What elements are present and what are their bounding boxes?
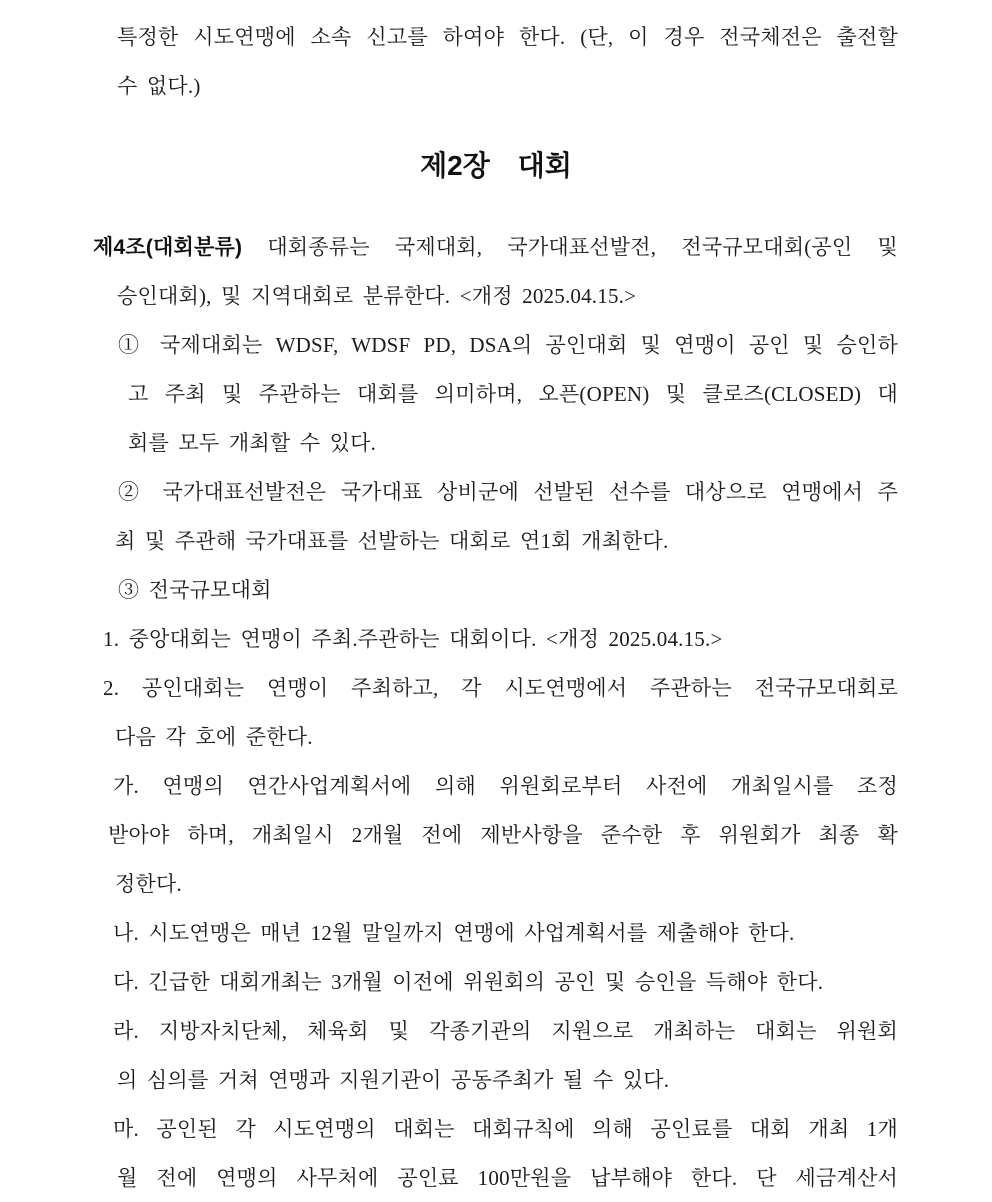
article-4-title: 제4조(대회분류) — [93, 236, 243, 259]
text-line: 특정한 시도연맹에 소속 신고를 하여야 한다. (단, 이 경우 전국체전은 출전할 — [117, 25, 898, 49]
chapter-heading: 제2장 대회 — [420, 150, 572, 181]
text-line: 승인대회), 및 지역대회로 분류한다. <개정 2025.04.15.> — [117, 284, 637, 308]
subitem-ga-line: 가. 연맹의 연간사업계획서에 의해 위원회로부터 사전에 개최일시를 조정 — [113, 774, 898, 798]
clause-1-line: 회를 모두 개최할 수 있다. — [128, 431, 377, 455]
subitem-ga-line: 받아야 하며, 개최일시 2개월 전에 제반사항을 준수한 후 위원회가 최종 확 — [108, 823, 898, 847]
clause-2-line: ② 국가대표선발전은 국가대표 상비군에 선발된 선수를 대상으로 연맹에서 주 — [118, 480, 898, 504]
subitem-ra-line: 라. 지방자치단체, 체육회 및 각종기관의 지원으로 개최하는 대회는 위원회 — [113, 1019, 898, 1043]
clause-1-line: ① 국제대회는 WDSF, WDSF PD, DSA의 공인대회 및 연맹이 공인 및 승인하 — [118, 333, 898, 357]
article-4-text: 대회종류는 국제대회, 국가대표선발전, 전국규모대회(공인 및 — [267, 235, 898, 259]
item-1-line: 1. 중앙대회는 연맹이 주최.주관하는 대회이다. <개정 2025.04.15.> — [103, 627, 723, 651]
item-2-line: 2. 공인대회는 연맹이 주최하고, 각 시도연맹에서 주관하는 전국규모대회로 — [103, 676, 898, 700]
subitem-ma-line: 마. 공인된 각 시도연맹의 대회는 대회규칙에 의해 공인료를 대회 개최 1개 — [113, 1117, 898, 1141]
subitem-ra-line: 의 심의를 거쳐 연맹과 지원기관이 공동주최가 될 수 있다. — [117, 1068, 670, 1092]
subitem-ga-line: 정한다. — [115, 872, 182, 896]
subitem-da-line: 다. 긴급한 대회개최는 3개월 이전에 위원회의 공인 및 승인을 득해야 한다. — [113, 970, 824, 994]
article-4-opening-line — [93, 223, 898, 272]
clause-3-line: ③ 전국규모대회 — [118, 578, 272, 602]
item-2-line: 다음 각 호에 준한다. — [115, 725, 313, 749]
subitem-ma-line: 월 전에 연맹의 사무처에 공인료 100만원을 납부해야 한다. 단 세금계산서 — [117, 1166, 898, 1190]
clause-2-line: 최 및 주관해 국가대표를 선발하는 대회로 연1회 개최한다. — [115, 529, 669, 553]
clause-1-line: 고 주최 및 주관하는 대회를 의미하며, 오픈(OPEN) 및 클로즈(CLOSED) 대 — [128, 382, 898, 406]
text-line: 수 없다.) — [117, 74, 201, 98]
subitem-na-line: 나. 시도연맹은 매년 12월 말일까지 연맹에 사업계획서를 제출해야 한다. — [113, 921, 795, 945]
